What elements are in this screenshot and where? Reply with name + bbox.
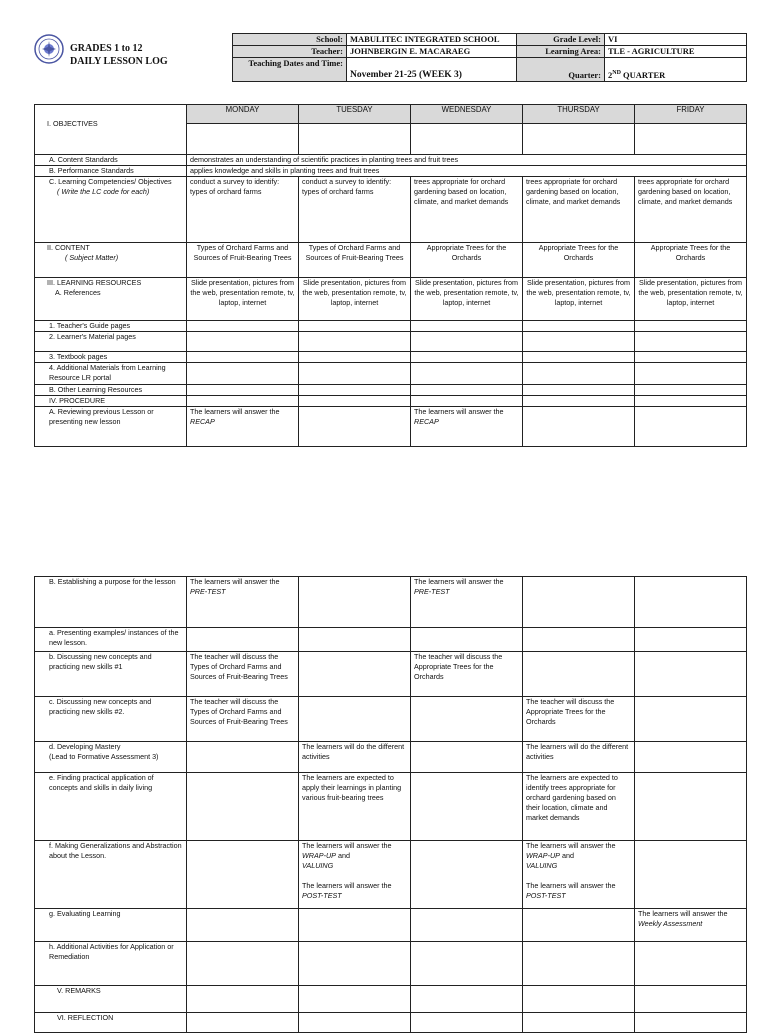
references-label: A. References [55,288,101,297]
generalization-label: f. Making Generalizations and Abstraction about the Lesson. [35,841,187,909]
review-label: A. Reviewing previous Lesson or presenting new lesson [35,407,187,447]
performance-standards-value: applies knowledge and skills in planting trees and fruit trees [187,166,747,177]
generalization-tue: The learners will answer the WRAP-UP and VALUING The learners will answer the POST-TEST [299,841,411,909]
concepts-1-mon: The teacher will discuss the Types of Orchard Farms and Sources of Fruit-Bearing Trees [187,652,299,697]
evaluating-fri: The learners will answer the Weekly Assessment [635,909,747,942]
mastery-note: (Lead to Formative Assessment 3) [49,752,159,761]
mastery-tue: The learners will do the different activities [299,742,411,773]
teachers-guide-label: 1. Teacher's Guide pages [35,321,187,332]
competencies-tue: conduct a survey to identify: types of orchard farms [299,177,411,243]
learners-material-label: 2. Learner's Material pages [35,332,187,352]
other-resources-label: B. Other Learning Resources [35,385,187,396]
content-label: II. CONTENT ( Subject Matter) [35,243,187,278]
quarter-value: 2ND QUARTER [605,58,747,82]
grade-label: Grade Level: [517,34,605,46]
concepts-1-label: b. Discussing new concepts and practicing new skills #1 [35,652,187,697]
examples-label: a. Presenting examples/ instances of the new lesson. [35,628,187,652]
resources-wed: Slide presentation, pictures from the web, presentation remote, tv, laptop, internet [411,278,523,321]
competencies-label: C. Learning Competencies/ Objectives ( Write the LC code for each) [35,177,187,243]
content-fri: Appropriate Trees for the Orchards [635,243,747,278]
title-line-2: DAILY LESSON LOG [70,56,168,67]
content-mon: Types of Orchard Farms and Sources of Fruit-Bearing Trees [187,243,299,278]
lesson-log-table-1 [34,104,747,447]
concepts-1-wed: The teacher will discuss the Appropriate Trees for the Orchards [411,652,523,697]
school-label: School: [233,34,347,46]
application-label: e. Finding practical application of concepts and skills in daily living [35,773,187,841]
application-tue: The learners are expected to apply their learnings in planting various fruit-bearing trees [299,773,411,841]
day-friday: FRIDAY [635,105,747,124]
procedure-heading: IV. PROCEDURE [35,396,187,407]
competencies-wed: trees appropriate for orchard gardening based on location, climate, and market demands [411,177,523,243]
performance-standards-label: B. Performance Standards [35,166,187,177]
title-line-1: GRADES 1 to 12 [70,43,143,54]
quarter-label: Quarter: [517,58,605,82]
document-title [70,42,168,68]
day-tuesday: TUESDAY [299,105,411,124]
area-value: TLE - AGRICULTURE [605,46,747,58]
content-note: ( Subject Matter) [65,253,119,262]
day-wednesday: WEDNESDAY [411,105,523,124]
application-thu: The learners are expected to identify trees appropriate for orchard gardening based on their location, climate and market demands [523,773,635,841]
generalization-thu: The learners will answer the WRAP-UP and VALUING The learners will answer the POST-TEST [523,841,635,909]
day-thursday: THURSDAY [523,105,635,124]
purpose-wed: The learners will answer the PRE-TEST [411,577,523,628]
remarks-heading: V. REMARKS [35,986,187,1013]
resources-mon: Slide presentation, pictures from the web, presentation remote, tv, laptop, internet [187,278,299,321]
grade-value: VI [605,34,747,46]
content-wed: Appropriate Trees for the Orchards [411,243,523,278]
concepts-2-thu: The teacher will discuss the Appropriate Trees for the Orchards [523,697,635,742]
school-value: MABULITEC INTEGRATED SCHOOL [347,34,517,46]
resources-label: III. LEARNING RESOURCES A. References [35,278,187,321]
additional-materials-label: 4. Additional Materials from Learning Resource LR portal [35,363,187,385]
purpose-mon: The learners will answer the PRE-TEST [187,577,299,628]
purpose-label: B. Establishing a purpose for the lesson [35,577,187,628]
mastery-thu: The learners will do the different activities [523,742,635,773]
dates-label: Teaching Dates and Time: [233,58,347,82]
resources-fri: Slide presentation, pictures from the web, presentation remote, tv, laptop, internet [635,278,747,321]
objectives-heading: I. OBJECTIVES [35,105,187,155]
content-standards-label: A. Content Standards [35,155,187,166]
area-label: Learning Area: [517,46,605,58]
resources-thu: Slide presentation, pictures from the web, presentation remote, tv, laptop, internet [523,278,635,321]
teacher-label: Teacher: [233,46,347,58]
concepts-2-mon: The teacher will discuss the Types of Orchard Farms and Sources of Fruit-Bearing Trees [187,697,299,742]
content-thu: Appropriate Trees for the Orchards [523,243,635,278]
day-monday: MONDAY [187,105,299,124]
teacher-value: JOHNBERGIN E. MACARAEG [347,46,517,58]
concepts-2-label: c. Discussing new concepts and practicing new skills #2. [35,697,187,742]
deped-seal-icon [34,34,64,64]
competencies-note: ( Write the LC code for each) [57,187,150,196]
additional-activities-label: h. Additional Activities for Application or Remediation [35,942,187,986]
review-mon: The learners will answer the RECAP [187,407,299,447]
content-standards-value: demonstrates an understanding of scientific practices in planting trees and fruit trees [187,155,747,166]
mastery-label: d. Developing Mastery (Lead to Formative Assessment 3) [35,742,187,773]
competencies-thu: trees appropriate for orchard gardening based on location, climate, and market demands [523,177,635,243]
content-tue: Types of Orchard Farms and Sources of Fruit-Bearing Trees [299,243,411,278]
competencies-fri: trees appropriate for orchard gardening based on location, climate, and market demands [635,177,747,243]
textbook-label: 3. Textbook pages [35,352,187,363]
review-wed: The learners will answer the RECAP [411,407,523,447]
reflection-heading: VI. REFLECTION [35,1013,187,1033]
lesson-log-table-2 [34,576,747,1033]
competencies-mon: conduct a survey to identify: types of orchard farms [187,177,299,243]
header-info-table [232,33,747,82]
resources-tue: Slide presentation, pictures from the web, presentation remote, tv, laptop, internet [299,278,411,321]
evaluating-label: g. Evaluating Learning [35,909,187,942]
dates-value: November 21-25 (WEEK 3) [347,58,517,82]
